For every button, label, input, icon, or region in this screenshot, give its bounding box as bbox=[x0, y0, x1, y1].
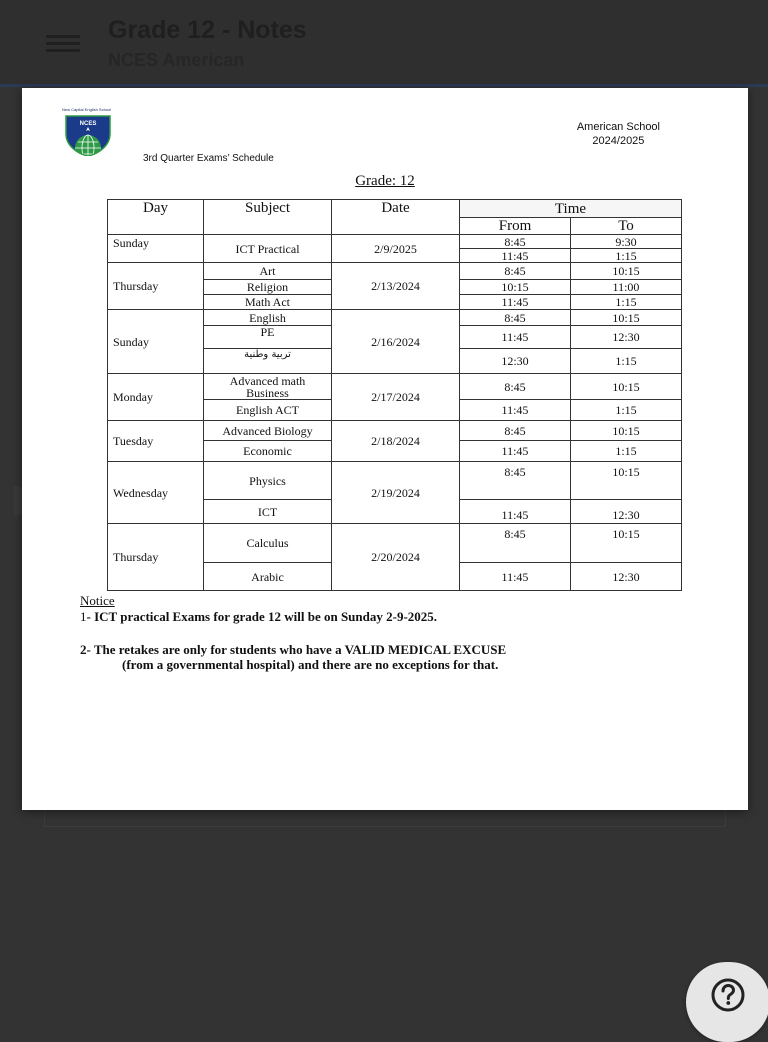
to-cell: 9:30 bbox=[571, 235, 682, 249]
subject-cell: Advanced Biology bbox=[204, 421, 332, 441]
header-from: From bbox=[460, 218, 571, 235]
school-header bbox=[577, 120, 660, 148]
subject-cell: Economic bbox=[204, 441, 332, 462]
to-cell: 1:15 bbox=[571, 400, 682, 421]
table-row bbox=[108, 235, 682, 249]
day-cell: Monday bbox=[108, 374, 204, 421]
app-bar bbox=[0, 0, 768, 87]
to-cell: 12:30 bbox=[571, 563, 682, 591]
from-cell: 10:15 bbox=[460, 280, 571, 295]
to-cell: 10:15 bbox=[571, 524, 682, 563]
subject-cell: Math Act bbox=[204, 295, 332, 310]
notice-heading: Notice bbox=[80, 593, 115, 608]
header-day: Day bbox=[108, 200, 204, 235]
help-button[interactable] bbox=[686, 962, 768, 1042]
header-date: Date bbox=[332, 200, 460, 235]
school-logo bbox=[62, 114, 114, 156]
exam-schedule-table bbox=[107, 199, 682, 591]
day-cell: Tuesday bbox=[108, 421, 204, 462]
from-cell: 8:45 bbox=[460, 263, 571, 280]
hamburger-menu-icon[interactable] bbox=[46, 32, 80, 54]
notice-item-text: - ICT practical Exams for grade 12 will be on Sunday 2-9-2025. bbox=[86, 609, 438, 624]
notice-item-1 bbox=[80, 609, 506, 624]
day-cell: Wednesday bbox=[108, 462, 204, 524]
date-cell: 2/13/2024 bbox=[332, 263, 460, 310]
subject-cell: ICT bbox=[204, 500, 332, 524]
to-cell: 1:15 bbox=[571, 441, 682, 462]
schedule-title: 3rd Quarter Exams’ Schedule bbox=[143, 153, 274, 164]
from-cell: 8:45 bbox=[460, 374, 571, 400]
notice-section bbox=[80, 593, 506, 672]
day-cell: Thursday bbox=[108, 263, 204, 310]
subject-cell: English bbox=[204, 310, 332, 326]
subject-cell: Physics bbox=[204, 462, 332, 500]
school-name: American School bbox=[576, 121, 660, 133]
date-cell: 2/16/2024 bbox=[332, 310, 460, 374]
notice-item-2: 2- The retakes are only for students who have a VALID MEDICAL EXCUSE bbox=[80, 642, 507, 657]
to-cell: 1:15 bbox=[571, 295, 682, 310]
from-cell: 11:45 bbox=[460, 249, 571, 263]
table-row bbox=[108, 524, 682, 563]
logo-badge-text: NCES bbox=[79, 121, 97, 127]
to-cell: 12:30 bbox=[571, 326, 682, 349]
subject-cell: Calculus bbox=[204, 524, 332, 563]
to-cell: 12:30 bbox=[571, 500, 682, 524]
to-cell: 1:15 bbox=[571, 249, 682, 263]
subject-cell bbox=[204, 374, 332, 400]
table-row bbox=[108, 462, 682, 500]
from-cell: 12:30 bbox=[460, 349, 571, 374]
to-cell: 10:15 bbox=[571, 374, 682, 400]
table-row bbox=[108, 421, 682, 441]
notice-item-number: 1 bbox=[80, 609, 87, 624]
table-row bbox=[108, 374, 682, 400]
subject-cell: ICT Practical bbox=[204, 235, 332, 263]
date-cell: 2/19/2024 bbox=[332, 462, 460, 524]
to-cell: 10:15 bbox=[571, 310, 682, 326]
subject-cell: Arabic bbox=[204, 563, 332, 591]
subject-line: Business bbox=[246, 385, 289, 400]
from-cell: 11:45 bbox=[460, 563, 571, 591]
day-cell: Sunday bbox=[108, 310, 204, 374]
from-cell: 8:45 bbox=[460, 235, 571, 249]
from-cell: 8:45 bbox=[460, 524, 571, 563]
subject-cell: Religion bbox=[204, 280, 332, 295]
from-cell: 8:45 bbox=[460, 421, 571, 441]
day-cell: Sunday bbox=[108, 235, 204, 263]
page-title: Grade 12 - Notes bbox=[108, 16, 307, 44]
header-subject: Subject bbox=[204, 200, 332, 235]
question-mark-icon bbox=[710, 977, 746, 1013]
to-cell: 1:15 bbox=[571, 349, 682, 374]
date-cell: 2/9/2025 bbox=[332, 235, 460, 263]
notice-item-2-continued: (from a governmental hospital) and there are no exceptions for that. bbox=[122, 657, 499, 672]
table-row bbox=[108, 263, 682, 280]
date-cell: 2/17/2024 bbox=[332, 374, 460, 421]
from-cell: 11:45 bbox=[460, 326, 571, 349]
logo-caption: New Capital English School bbox=[62, 107, 112, 112]
to-cell: 10:15 bbox=[571, 462, 682, 500]
to-cell: 10:15 bbox=[571, 421, 682, 441]
from-cell: 11:45 bbox=[460, 295, 571, 310]
header-time: Time bbox=[460, 200, 682, 218]
from-cell: 8:45 bbox=[460, 462, 571, 500]
day-cell: Thursday bbox=[108, 524, 204, 591]
subject-cell: تربية وطنية bbox=[204, 349, 332, 374]
from-cell: 11:45 bbox=[460, 400, 571, 421]
table-row bbox=[108, 310, 682, 326]
subject-line: Advanced math bbox=[229, 373, 306, 388]
grade-label: Grade: 12 bbox=[355, 173, 415, 189]
subject-cell: PE bbox=[204, 326, 332, 349]
date-cell: 2/20/2024 bbox=[332, 524, 460, 591]
to-cell: 10:15 bbox=[571, 263, 682, 280]
subject-cell: Art bbox=[204, 263, 332, 280]
from-cell: 11:45 bbox=[460, 441, 571, 462]
header-to: To bbox=[571, 218, 682, 235]
from-cell: 8:45 bbox=[460, 310, 571, 326]
date-cell: 2/18/2024 bbox=[332, 421, 460, 462]
page-subtitle: NCES American bbox=[108, 50, 245, 70]
subject-cell: English ACT bbox=[204, 400, 332, 421]
to-cell: 11:00 bbox=[571, 280, 682, 295]
from-cell: 11:45 bbox=[460, 500, 571, 524]
academic-year: 2024/2025 bbox=[592, 135, 645, 147]
document-viewer bbox=[22, 88, 748, 810]
